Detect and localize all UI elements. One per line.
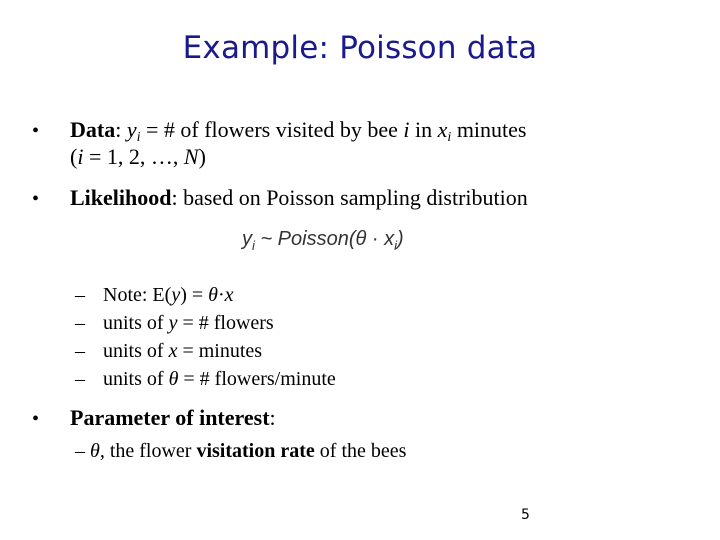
poisson-formula: $y_i$ ~ Poisson(θ · $x_i$) [242, 228, 404, 253]
dash-marker: – [75, 368, 85, 390]
y-variable: y [126, 117, 137, 142]
dash-marker: – [75, 340, 85, 362]
bullet-data: • Data: $y_i$ = # of flowers visited by bee i in $x_i$ minutes [32, 117, 527, 145]
dash-marker: – [75, 312, 85, 334]
sub-item-note: – Note: E(y) = θ·x [75, 284, 234, 306]
dash-marker: – [75, 284, 85, 306]
slide-title: Example: Poisson data [182, 30, 538, 66]
sub-item-units-x: – units of x = minutes [75, 340, 263, 362]
sub-item-units-theta: – units of θ = # flowers/minute [75, 368, 336, 390]
x-variable: x [437, 117, 448, 142]
parameter-label: Parameter of interest [70, 405, 270, 430]
sub-item-theta-description: – θ, the flower visitation rate of the bees [75, 440, 407, 462]
bullet-marker: • [32, 188, 40, 210]
visitation-rate-label: visitation rate [196, 440, 315, 462]
likelihood-label: Likelihood [70, 185, 172, 210]
sub-item-units-y: – units of y = # flowers [75, 312, 274, 334]
bullet-data-continued: (i = 1, 2, …, N) [70, 144, 206, 169]
bullet-parameter: • Parameter of interest: [32, 405, 276, 430]
dash-marker: – [75, 440, 85, 462]
bullet-marker: • [32, 120, 40, 142]
bullet-marker: • [32, 408, 40, 430]
bullet-likelihood: • Likelihood: based on Poisson sampling distribution [32, 185, 528, 210]
data-label: Data [70, 117, 116, 142]
page-number: 5 [521, 507, 530, 523]
